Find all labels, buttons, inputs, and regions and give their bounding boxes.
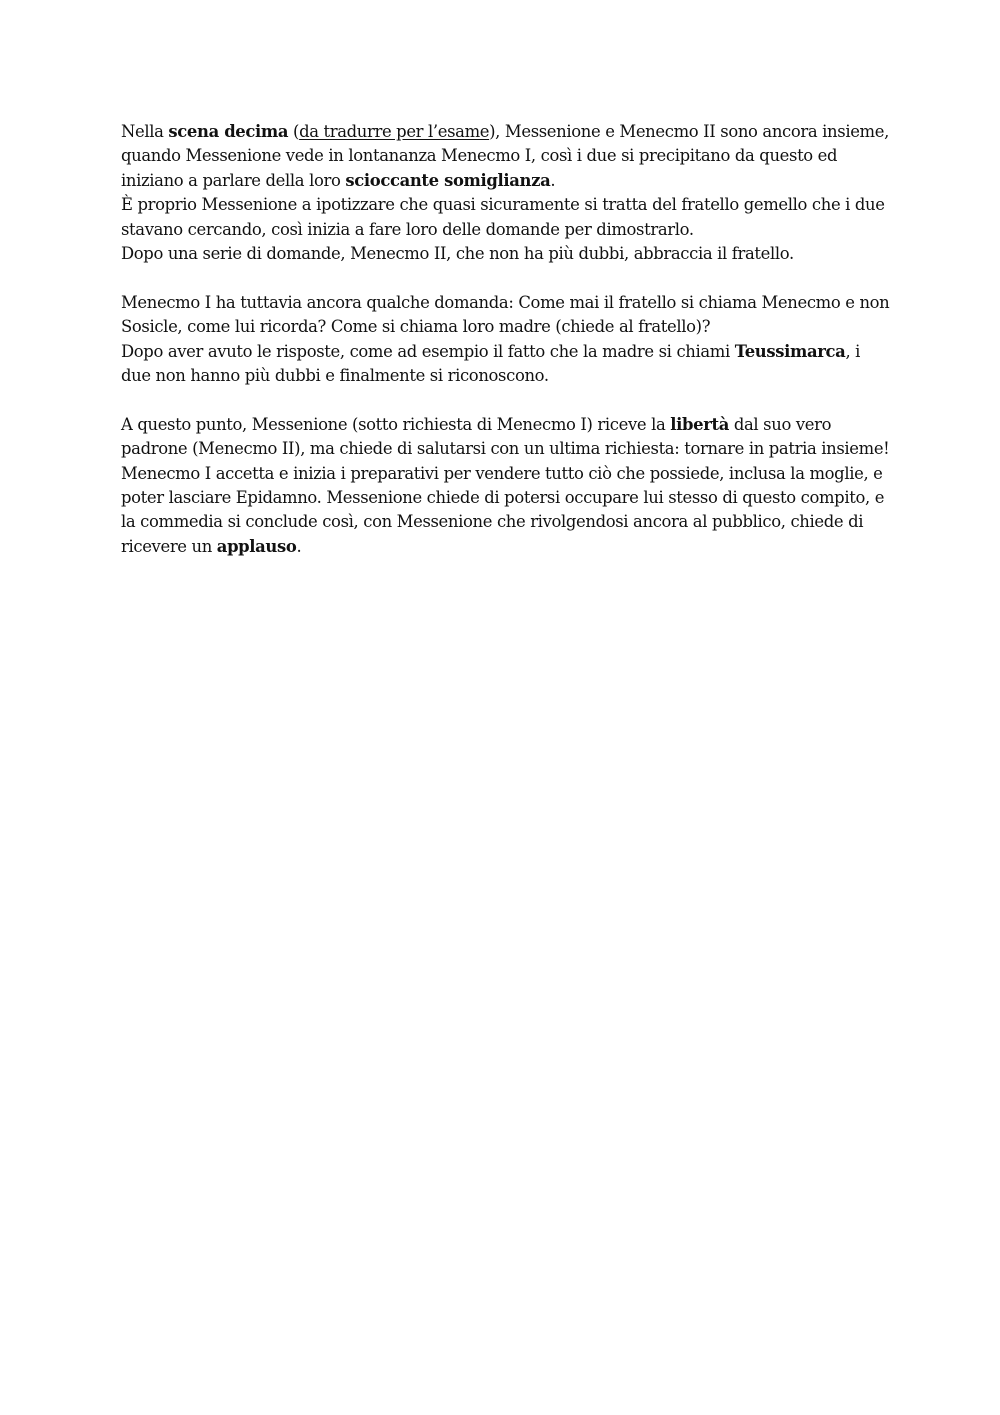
text-segment: , i due non hanno più dubbi e finalmente si riconoscono. xyxy=(121,341,861,386)
paragraph-spacer xyxy=(121,266,891,290)
paragraph-freedom xyxy=(121,413,891,462)
text-segment: dal suo vero padrone (Menecmo II), ma chiede di salutarsi con un ultima richiesta: tornare in patria insieme! xyxy=(121,414,890,459)
text-segment: . xyxy=(550,170,556,190)
bold-resemblance: scioccante somiglianza xyxy=(345,170,551,190)
text-segment: ), Messenione e Menecmo II sono ancora insieme, quando Messenione vede in lontananza Menecmo I, così i due si precipitano da questo ed iniziano a parlare della loro xyxy=(121,122,889,190)
text-segment: Dopo aver avuto le risposte, come ad esempio il fatto che la madre si chiami xyxy=(121,341,735,361)
text-segment: Nella xyxy=(121,122,169,141)
text-segment: Menecmo I accetta e inizia i preparativi per vendere tutto ciò che possiede, inclusa la moglie, e poter lasciare Epidamno. Messenione chiede di potersi occupare lui stesso di questo compito, e la commedia si conclude così, con Messenione che rivolgendosi ancora al pubblico, chiede di ricevere un xyxy=(121,463,885,556)
text-segment: ( xyxy=(288,122,300,141)
bold-mother-name: Teussimarca xyxy=(734,341,846,361)
paragraph-recognition xyxy=(121,340,891,389)
paragraph-scene-ten xyxy=(121,120,891,193)
paragraph-spacer xyxy=(121,388,891,412)
document-body xyxy=(121,120,891,559)
text-segment: A questo punto, Messenione (sotto richiesta di Menecmo I) riceve la xyxy=(121,414,671,434)
text-segment: . xyxy=(296,536,302,556)
bold-freedom: libertà xyxy=(670,414,729,434)
paragraph-hypothesis: È proprio Messenione a ipotizzare che quasi sicuramente si tratta del fratello gemello che i due stavano cercando, così inizia a fare loro delle domande per dimostrarlo. xyxy=(121,195,885,239)
paragraph-embrace: Dopo una serie di domande, Menecmo II, che non ha più dubbi, abbraccia il fratello. xyxy=(121,244,794,264)
underlined-exam-note: da tradurre per l’esame xyxy=(299,122,490,141)
bold-scene-ten: scena decima xyxy=(168,122,289,141)
paragraph-questions: Menecmo I ha tuttavia ancora qualche domanda: Come mai il fratello si chiama Menecmo e non Sosicle, come lui ricorda? Come si chiama loro madre (chiede al fratello)? xyxy=(121,292,890,337)
bold-applause: applauso xyxy=(216,536,297,556)
paragraph-conclusion xyxy=(121,462,891,560)
